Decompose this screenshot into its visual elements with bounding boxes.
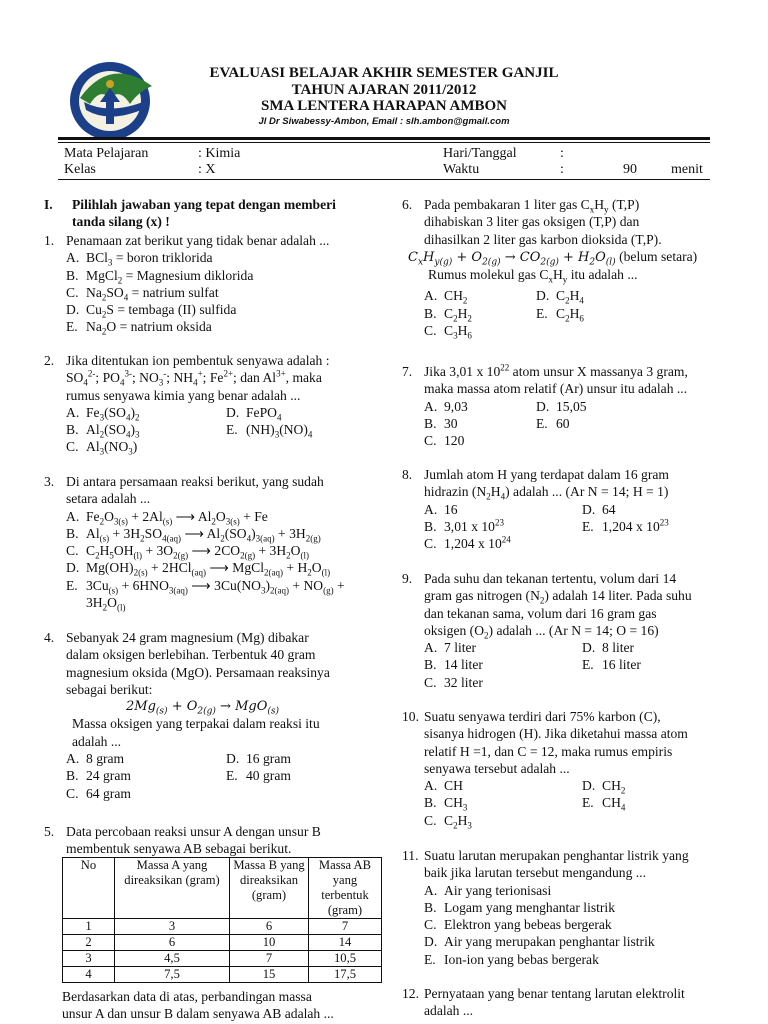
q6-option-a[interactable]: A. $CH_2$: [424, 288, 468, 307]
q2-option-b[interactable]: B. $Al_2(SO_4)_3$: [66, 422, 140, 440]
q2-number: 2.: [44, 353, 55, 368]
q5-after-2: unsur A dan unsur B dalam senyawa AB adalah ...: [62, 1006, 334, 1022]
q11-number: 11.: [402, 848, 419, 863]
q2-option-c[interactable]: C. $Al_3(NO_3)$: [66, 439, 138, 458]
q6-line-2: dihabiskan 3 liter gas oksigen (T,P) dan: [424, 214, 640, 230]
class-label: Kelas: [64, 162, 96, 177]
q5-line-1: Data percobaan reaksi unsur A dengan unsur B: [66, 824, 321, 839]
header-rule-thin: [58, 142, 710, 143]
q6-option-c[interactable]: C. $C_3H_6$: [424, 323, 472, 341]
q8-option-d[interactable]: D. 64: [582, 501, 616, 517]
q7-option-a[interactable]: A. 9,03: [424, 398, 468, 414]
q4-option-e[interactable]: E. 40 gram: [226, 768, 291, 784]
time-colon: :: [560, 162, 564, 177]
q3-option-c[interactable]: C. $C_2H_5OH_{(l)} + 3O_{2(g)}$ ⟶ $2CO_{2(g)} + 3H_2O_{(l)}$: [66, 543, 309, 561]
q6-option-d[interactable]: D. $C_2H_4$: [536, 288, 584, 307]
q9-number: 9.: [402, 571, 413, 586]
q1-option-a[interactable]: A. BCl$_3$ = boron triklorida: [66, 250, 213, 269]
q4-option-b[interactable]: B. 24 gram: [66, 768, 131, 784]
q12-line-2: adalah ...: [424, 1003, 474, 1019]
q3-option-e[interactable]: E. $3Cu_{(s)} + 6HNO_{3(aq)}$ ⟶ $3Cu(NO_3)_{2(aq)} + NO_{(g)}$ + $3H_2O_{(l)}$: [66, 577, 345, 613]
q10-line-4: senyawa tersebut adalah ...: [424, 760, 570, 776]
table-row: 3 4,5 7 10,5: [63, 951, 382, 967]
table-header: No: [63, 858, 115, 919]
time-unit: menit: [671, 162, 703, 177]
q10-number: 10.: [402, 709, 419, 724]
q8-line-2: hidrazin $(N_2H_4)$ adalah ... (Ar N = 14; H = 1): [424, 484, 669, 503]
q1-option-c[interactable]: C. $Na_2SO_4$ = natrium sulfat: [66, 284, 219, 303]
q8-option-e[interactable]: E. 1,204 x $10^{23}$: [582, 517, 669, 534]
q9-line-4: oksigen $(O_2)$ adalah ... (Ar N = 14; O = 16): [424, 622, 659, 641]
q1-number: 1.: [44, 233, 55, 248]
q10-option-c[interactable]: C. $C_2H_3$: [424, 812, 472, 831]
q9-option-b[interactable]: B. 14 liter: [424, 657, 483, 673]
q4-line-1: Sebanyak 24 gram magnesium (Mg) dibakar: [66, 630, 309, 645]
q7-line-2: maka massa atom relatif (Ar) unsur itu adalah ...: [424, 381, 688, 397]
table-header: Massa B yang direaksikan (gram): [230, 858, 309, 919]
q11-option-e[interactable]: E. Ion-ion yang bebas bergerak: [424, 951, 599, 967]
q3-option-d[interactable]: D. $Mg(OH)_{2(s)} + 2HCl_{(aq)}$ ⟶ MgCl$_{2(aq)}$ + $H_2O_{(l)}$: [66, 560, 331, 579]
q4-line-3: magnesium oksida (MgO). Persamaan reaksinya: [66, 664, 330, 680]
table-header: Massa AB yang terbentuk (gram): [309, 858, 382, 919]
q1-option-d[interactable]: D. $Cu_2S$ = tembaga (II) sulfida: [66, 302, 237, 320]
question-4: [44, 629, 378, 802]
q9-line-2: gram gas nitrogen $(N_2)$ adalah 14 liter. Pada suhu: [424, 588, 692, 607]
date-value: :: [560, 146, 564, 161]
q10-option-a[interactable]: A. CH: [424, 778, 463, 794]
q5-line-2: membentuk senyawa AB sebagai berikut.: [66, 841, 292, 857]
exam-title: EVALUASI BELAJAR AKHIR SEMESTER GANJIL: [209, 65, 559, 81]
q4-option-a[interactable]: A. 8 gram: [66, 751, 125, 767]
q4-line-4: sebagai berikut:: [66, 681, 153, 697]
q4-option-d[interactable]: D. 16 gram: [226, 751, 291, 767]
q12-line-1: Pernyataan yang benar tentang larutan elektrolit: [424, 986, 685, 1001]
q8-option-b[interactable]: B. 3,01 x $10^{23}$: [424, 517, 504, 534]
q2-option-a[interactable]: A. $Fe_3(SO_4)_2$: [66, 404, 140, 423]
q2-line-1: Jika ditentukan ion pembentuk senyawa adalah :: [66, 353, 330, 368]
question-1: [44, 232, 378, 336]
table-row: 1 3 6 7: [63, 919, 382, 935]
q4-option-c[interactable]: C. 64 gram: [66, 785, 131, 801]
q6-line-3: dihasilkan 2 liter gas karbon dioksida (T,P).: [424, 231, 662, 247]
q9-option-e[interactable]: E. 16 liter: [582, 657, 641, 673]
q9-line-3: dan tekanan sama, volum dari 16 gram gas: [424, 605, 657, 621]
school-address: Jl Dr Siwabessy-Ambon, Email : slh.ambon@gmail.com: [258, 116, 510, 127]
q2-option-e[interactable]: E. $(NH)_3(NO)_4$: [226, 422, 313, 440]
q3-line-1: Di antara persamaan reaksi berikut, yang sudah: [66, 474, 324, 489]
q6-equation: $C_xH_{y(g)} + O_{2(g)} \to CO_{2(g)} + H_2O_{(l)}$ (belum setara): [408, 248, 698, 268]
q11-option-b[interactable]: B. Logam yang menghantar listrik: [424, 899, 616, 915]
q9-option-d[interactable]: D. 8 liter: [582, 640, 635, 656]
q3-option-b[interactable]: B. $Al_{(s)} + 3H_2SO_{4(aq)}$ ⟶ $Al_2(SO_4)_{3(aq)} + 3H_{2(g)}$: [66, 525, 321, 544]
q4-line-2: dalam oksigen berlebihan. Terbentuk 40 gram: [66, 647, 316, 663]
q11-option-c[interactable]: C. Elektron yang bebeas bergerak: [424, 917, 612, 933]
section-number: I.: [44, 197, 53, 212]
question-8: [402, 466, 732, 552]
info-rule: [58, 179, 710, 180]
q8-option-c[interactable]: C. 1,204 x $10^{24}$: [424, 534, 511, 552]
time-minutes: 90: [623, 162, 637, 177]
q4-line-6: adalah ...: [72, 733, 122, 749]
question-10: [402, 708, 732, 829]
q10-line-2: sisanya hidrogen (H). Jika diketahui massa atom: [424, 726, 688, 742]
section-heading: [44, 196, 378, 231]
question-11: [402, 847, 732, 968]
q10-line-1: Suatu senyawa terdiri dari 75% karbon (C),: [424, 709, 661, 724]
q6-option-e[interactable]: E. $C_2H_6$: [536, 305, 584, 324]
question-3: [44, 473, 378, 611]
q11-line-1: Suatu larutan merupakan penghantar listrik yang: [424, 848, 689, 863]
date-label: Hari/Tanggal: [443, 146, 517, 161]
q3-option-a[interactable]: A. $Fe_2O_{3(s)} + 2Al_{(s)}$ ⟶ $Al_2O_{3(s)} + Fe$: [66, 508, 268, 527]
q2-line-2: $SO_4^{2-}$; $PO_4^{3-}$; $NO_3^-$; $NH_4^+$; $Fe^{2+}$; dan $Al^{3+}$, maka: [66, 368, 322, 389]
q7-option-b[interactable]: B. 30: [424, 415, 458, 431]
q6-line-1: Pada pembakaran 1 liter gas $C_xH_y$ (T,P): [424, 197, 640, 215]
q4-equation: $2Mg_{(s)} + O_{2(g)} \to MgO_{(s)}$: [126, 699, 280, 717]
question-2: [44, 352, 378, 456]
q7-option-e[interactable]: E. 60: [536, 415, 570, 431]
q10-option-b[interactable]: B. $CH_3$: [424, 795, 468, 814]
question-12: [402, 985, 732, 1020]
q8-number: 8.: [402, 467, 413, 482]
q2-line-3: rumus senyawa kimia yang benar adalah ...: [66, 387, 301, 403]
q2-option-d[interactable]: D. FePO$_4$: [226, 404, 282, 423]
q9-line-1: Pada suhu dan tekanan tertentu, volum dari 14: [424, 571, 677, 586]
question-9: [402, 570, 732, 691]
q5-after-1: Berdasarkan data di atas, perbandingan massa: [62, 989, 312, 1004]
q6-number: 6.: [402, 197, 413, 212]
q10-option-e[interactable]: E. $CH_4$: [582, 795, 626, 814]
q8-option-a[interactable]: A. 16: [424, 501, 458, 517]
question-6: [402, 196, 732, 339]
table-row: 2 6 10 14: [63, 935, 382, 951]
q3-line-2: setara adalah ...: [66, 491, 151, 507]
q7-option-c[interactable]: C. 120: [424, 433, 465, 449]
q6-line-5: Rumus molekul gas $C_xH_y$ itu adalah ...: [428, 267, 638, 285]
q6-option-b[interactable]: B. $C_2H_2$: [424, 305, 472, 324]
q7-option-d[interactable]: D. 15,05: [536, 398, 587, 414]
class-value: : X: [198, 162, 216, 177]
table-header: Massa A yang direaksikan (gram): [115, 858, 230, 919]
q9-option-c[interactable]: C. 32 liter: [424, 674, 483, 690]
q5-data-table: [62, 857, 382, 983]
section-title-1: Pilihlah jawaban yang tepat dengan memberi: [72, 197, 336, 212]
q11-option-a[interactable]: A. Air yang terionisasi: [424, 882, 552, 898]
header-rule-thick: [58, 137, 710, 140]
q9-option-a[interactable]: A. 7 liter: [424, 640, 477, 656]
q3-number: 3.: [44, 474, 55, 489]
question-7: [402, 363, 732, 449]
q7-number: 7.: [402, 364, 413, 379]
q7-line-1: Jika 3,01 x $10^{22}$ atom unsur X massanya 3 gram,: [424, 362, 688, 379]
q1-text: Penamaan zat berikut yang tidak benar adalah ...: [66, 233, 330, 248]
q5-number: 5.: [44, 824, 55, 839]
q11-line-2: baik jika larutan tersebut mengandung ...: [424, 865, 646, 881]
q1-option-b[interactable]: B. MgCl$_2$ = Magnesium diklorida: [66, 267, 254, 286]
q1-option-e[interactable]: E. $Na_2O$ = natrium oksida: [66, 319, 212, 338]
q10-option-d[interactable]: D. $CH_2$: [582, 778, 626, 796]
table-header-row: [63, 858, 382, 919]
academic-year: TAHUN AJARAN 2011/2012: [291, 82, 477, 98]
q12-number: 12.: [402, 986, 419, 1001]
q4-number: 4.: [44, 630, 55, 645]
q11-option-d[interactable]: D. Air yang merupakan penghantar listrik: [424, 934, 655, 950]
q8-line-1: Jumlah atom H yang terdapat dalam 16 gram: [424, 467, 669, 482]
time-label: Waktu: [443, 162, 480, 177]
subject-value: : Kimia: [198, 146, 241, 161]
table-row: 4 7,5 15 17,5: [63, 967, 382, 983]
school-name: SMA LENTERA HARAPAN AMBON: [261, 98, 507, 114]
subject-label: Mata Pelajaran: [64, 146, 149, 161]
q4-line-5: Massa oksigen yang terpakai dalam reaksi itu: [72, 716, 320, 732]
question-5: [44, 823, 378, 858]
section-title-2: tanda silang (x) !: [72, 214, 170, 230]
q5-after-text: [62, 988, 392, 1023]
q10-line-3: relatif H =1, dan C = 12, maka rumus empiris: [424, 743, 673, 759]
